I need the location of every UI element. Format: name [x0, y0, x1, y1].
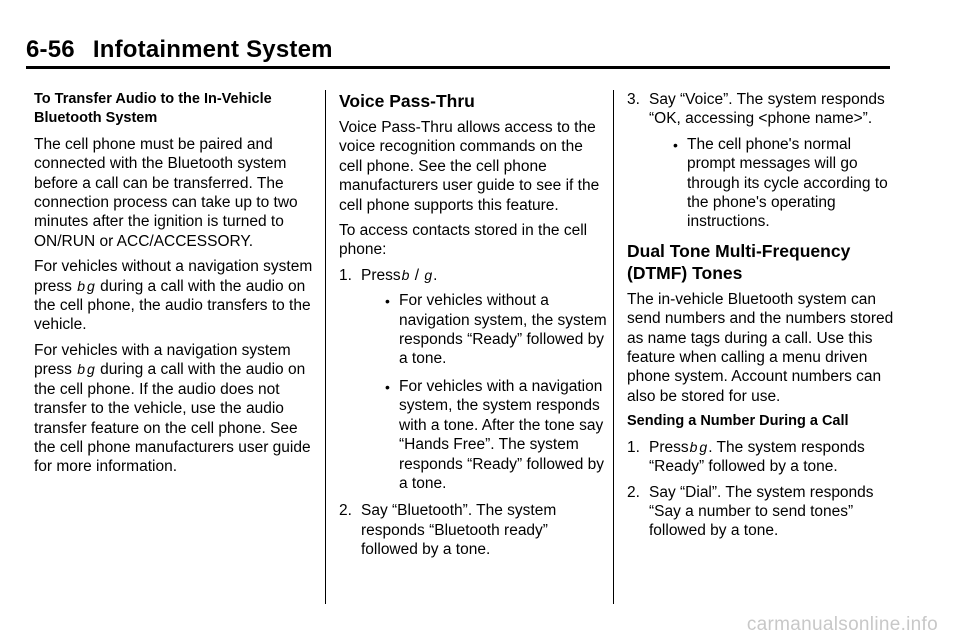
step-end: . [433, 266, 438, 284]
phone-icon: g [699, 438, 708, 455]
step-text: Press [649, 438, 689, 456]
voice-pass-thru-title: Voice Pass-Thru [339, 91, 475, 111]
step-number: 2. [339, 502, 352, 520]
paragraph: The cell phone must be paired and connected with the Bluetooth system before a call can be transferred. The connection process can take up to two minutes after the ignition is turned to ON/RUN or ACC/ACCESSORY. [34, 135, 298, 250]
bullet-item [339, 377, 607, 493]
step-text: Say “Bluetooth”. The system responds “Bluetooth ready” followed by a tone. [361, 502, 557, 559]
step-item [627, 483, 895, 541]
paragraph-text: during a call with the audio on the cell phone. If the audio does not transfer to the vehicle, use the audio transfer feature on the cell phone. See the cell phone manufacturers user guide for more information. [34, 361, 311, 476]
paragraph: Voice Pass-Thru allows access to the voice recognition commands on the cell phone. See the cell phone manufacturers user guide to see if the cell phone supports this feature. [339, 119, 600, 214]
transfer-audio-subhead: To Transfer Audio to the In-Vehicle Bluetooth System [34, 91, 272, 127]
column-1 [34, 90, 316, 483]
push-to-talk-icon: b [401, 266, 410, 283]
page-number: 6-56 [26, 36, 75, 63]
bullet-item [339, 291, 607, 369]
step-number: 3. [627, 91, 640, 108]
bullet-dot: • [385, 293, 390, 310]
paragraph-text: For vehicles without a navigation system press [34, 258, 313, 295]
step-item [627, 438, 895, 477]
bullet-text: The cell phone's normal prompt messages will go through its cycle according to the phone's operating instructions. [687, 135, 888, 231]
step-item [627, 90, 895, 129]
phone-icon: g [87, 361, 95, 378]
paragraph: The in-vehicle Bluetooth system can send numbers and the numbers stored as name tags during a call. Use this feature when calling a menu driven phone system. Account numbers can also be stored for use. [627, 290, 894, 405]
column-divider [325, 90, 326, 604]
paragraph [34, 341, 316, 477]
paragraph-text: For vehicles with a navigation system press [34, 341, 291, 379]
page-header [26, 36, 333, 64]
paragraph-text: during a call with the audio on the cell phone, the audio transfers to the vehicle. [34, 277, 311, 334]
phone-icon: g [424, 266, 433, 283]
separator: / [414, 266, 420, 284]
column-divider [613, 90, 614, 604]
column-3 [627, 90, 895, 547]
step-text: Press [361, 266, 401, 284]
step-end: . The system responds “Ready” followed by a tone. [649, 438, 865, 476]
bullet-text: For vehicles without a navigation system, the system responds “Ready” followed by a tone. [399, 292, 607, 368]
paragraph: To access contacts stored in the cell phone: [339, 222, 588, 259]
step-item [339, 501, 607, 559]
push-to-talk-icon: b [77, 277, 86, 294]
step-number: 1. [627, 438, 640, 456]
push-to-talk-icon: b [77, 361, 86, 378]
header-rule [26, 66, 890, 69]
page-title: Infotainment System [92, 36, 333, 63]
bullet-item [627, 135, 895, 232]
push-to-talk-icon: b [689, 438, 698, 455]
step-text: Say “Dial”. The system responds “Say a number to send tones” followed by a tone. [649, 483, 874, 540]
step-text: Say “Voice”. The system responds “OK, accessing <phone name>”. [649, 91, 885, 128]
bullet-dot: • [673, 136, 678, 153]
phone-icon: g [87, 277, 95, 294]
watermark: carmanualsonline.info [746, 614, 938, 635]
column-2 [339, 90, 607, 566]
dtmf-title: Dual Tone Multi-Frequency (DTMF) Tones [627, 240, 851, 283]
step-item [339, 266, 607, 285]
paragraph [34, 257, 316, 335]
bullet-text: For vehicles with a navigation system, the system responds with a tone. After the tone say “Hands Free”. The system responds “Ready” followed by a tone. [399, 377, 605, 492]
sending-number-subhead: Sending a Number During a Call [627, 413, 849, 430]
step-number: 2. [627, 483, 640, 501]
bullet-dot: • [385, 378, 390, 395]
step-number: 1. [339, 266, 352, 284]
